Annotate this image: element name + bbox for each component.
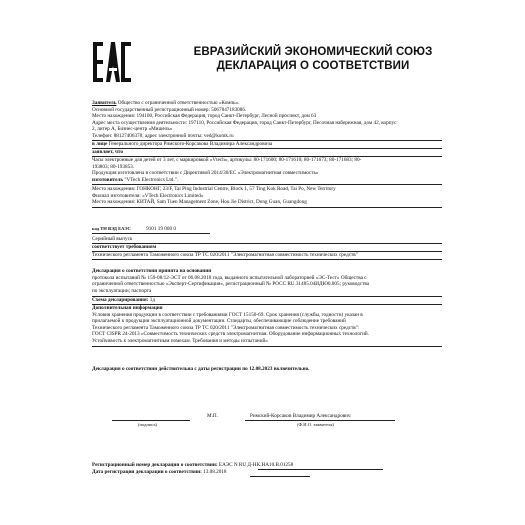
registration-date: 13.08.2018	[203, 468, 227, 475]
scheme-block	[92, 297, 442, 304]
registration-number: ЕАЭС N RU Д-HK.HA10.B.01258	[218, 462, 294, 468]
additional-block	[92, 305, 442, 345]
validity-prefix: Декларация о соответствии действительна с даты регистрации по	[92, 366, 248, 372]
additional-label: Дополнительная информация	[92, 305, 163, 311]
applicant-ogrn: Основной государственный регистрационный номер: 5067847183086.	[92, 106, 247, 113]
applicant-address: Место нахождения: 194100, Российская Федерация, город Санкт-Петербург, Лесной проспект, дом 63	[92, 113, 317, 120]
validity-block	[92, 366, 442, 373]
manufacturer-label: изготовитель	[92, 176, 124, 183]
separator	[92, 207, 442, 208]
registration-number-label: Регистрационный номер декларации о соответствии:	[92, 462, 218, 468]
separator	[92, 259, 442, 260]
representative-text: Генерального директора Римского-Корсакова Владимира Александровича	[108, 141, 273, 147]
product-description-cont: 193803; 80-193853.	[92, 163, 135, 170]
separator	[92, 184, 442, 185]
additional-line: Технического регламента Таможенного союза ТР ТС 020/2011 "Электромагнитная совместимость технических средств":	[92, 324, 360, 331]
applicant-contacts: Телефон: 88127406378, адрес электронной почты: ved@komk.ru	[92, 132, 234, 139]
basis-protocol-cont2: по эксплуатации; паспорта	[92, 287, 152, 294]
separator	[92, 233, 210, 234]
manufacturer-block	[92, 186, 442, 206]
stamp-place: М.П.	[207, 413, 218, 419]
basis-protocol-cont: ограниченной ответственностью «Эксперт-Сертификация», регистрационный № РОСС RU.31485.04ИДЮ0.005; руководства	[92, 281, 370, 288]
signature-caption: (подпись)	[138, 422, 158, 427]
tnved-code: 9101 19 000 0	[146, 226, 176, 232]
registration-date-label: Дата регистрации декларации о соответствии:	[92, 468, 202, 475]
serial-text: Серийный выпуск	[92, 236, 133, 242]
manufacturer-branch-address: Место нахождения: КИТАЙ, Sam Tuen Management Zone, Hou Jie District, Dong Guan, Guangdong	[92, 199, 307, 206]
requirements-text: Технического регламента Таможенного союза ТР ТС 020/2011 "Электромагнитная совместимость технических средств"	[92, 252, 358, 258]
scheme-label: Схема декларирования:	[92, 297, 149, 303]
validity-suffix: включительно.	[273, 366, 310, 372]
basis-label: Декларация о соответствии принята на основании	[92, 268, 212, 274]
eac-logo	[92, 38, 132, 86]
applicant-activity-address: Адрес места осуществления деятельности: 197110, Российская Федерация, город Санкт-Петербург, Песочная набережная, дом 42, корпус	[92, 119, 397, 126]
separator	[250, 476, 310, 477]
basis-protocol: протокола испытаний № 159-08/12-ЭСТ от 06.08.2018 года, выданного испытательной лабораторией «ЭС-Тест» Общества с	[92, 274, 367, 281]
validity-date: 12.08.2023	[249, 366, 273, 372]
separator	[92, 346, 442, 347]
manufacturer-name: "VTech Electronics Ltd.".	[124, 176, 179, 183]
tnved-block	[92, 226, 442, 233]
signature-line	[112, 420, 190, 421]
manufacturer-address: Место нахождения: ГОНКОНГ, 23/F, Tai Ping Industrial Centre, Block 1, 57 Ting Kok Road, Tai Po, New Territory	[92, 186, 336, 192]
additional-line: ГОСТ CISPR 24-2013 «Совместимость технических средств электромагнитная. Оборудование информационных технологий.	[92, 331, 369, 338]
declares-label: заявляет, что	[92, 149, 123, 155]
additional-line: Условия хранения продукции в соответствии с требованиями ГОСТ 15150-69. Срок хранения (службы, годности) указан в	[92, 311, 363, 318]
additional-line: прилагаемой к продукции эксплуатационной документации. Стандарты, обеспечивающие соблюдение требований	[92, 318, 346, 325]
applicant-activity-address-cont: 2, литер А, Бизнес-центр «Мишель»	[92, 126, 173, 133]
product-block	[92, 157, 442, 183]
separator	[258, 469, 383, 470]
name-line	[245, 420, 395, 421]
additional-line: Устойчивость к электромагнитным помехам. Требования и методы испытаний»	[92, 337, 268, 344]
manufacturer-branch: Филиал изготовителя: «VTech Electronics Limited»	[92, 192, 204, 199]
title-union: ЕВРАЗИЙСКИЙ ЭКОНОМИЧЕСКИЙ СОЮЗ	[193, 46, 433, 58]
tnved-label: код ТН ВЭД ЕАЭС	[92, 226, 131, 231]
applicant-label: Заявитель	[92, 100, 117, 106]
name-caption: (Ф.И.О. заявителя)	[297, 422, 334, 427]
applicant-block	[92, 100, 442, 140]
scheme-value: 1д	[149, 297, 155, 303]
product-description: Часы электронные для детей от 3 лет, с маркировкой «Vtech», артикулы: 80-171600; 80-171610; 80-171673; 80-171683; 80-	[92, 157, 362, 163]
basis-block	[92, 268, 442, 294]
applicant-name: Общество с ограниченной ответственностью «Компь».	[117, 100, 240, 106]
product-directive: Продукция изготовлена в соответствии с Директивой 2014/30/ЕС «Электромагнитная совместимость»	[92, 170, 319, 177]
requirements-label: соответствует требованиям	[92, 244, 157, 250]
representative-label: в лице	[92, 141, 108, 147]
applicant-full-name: Римский-Корсаков Владимир Александрович	[250, 413, 351, 419]
document-title	[168, 45, 458, 73]
representative-block	[92, 141, 442, 148]
title-declaration: ДЕКЛАРАЦИЯ О СООТВЕТСТВИИ	[216, 60, 410, 72]
